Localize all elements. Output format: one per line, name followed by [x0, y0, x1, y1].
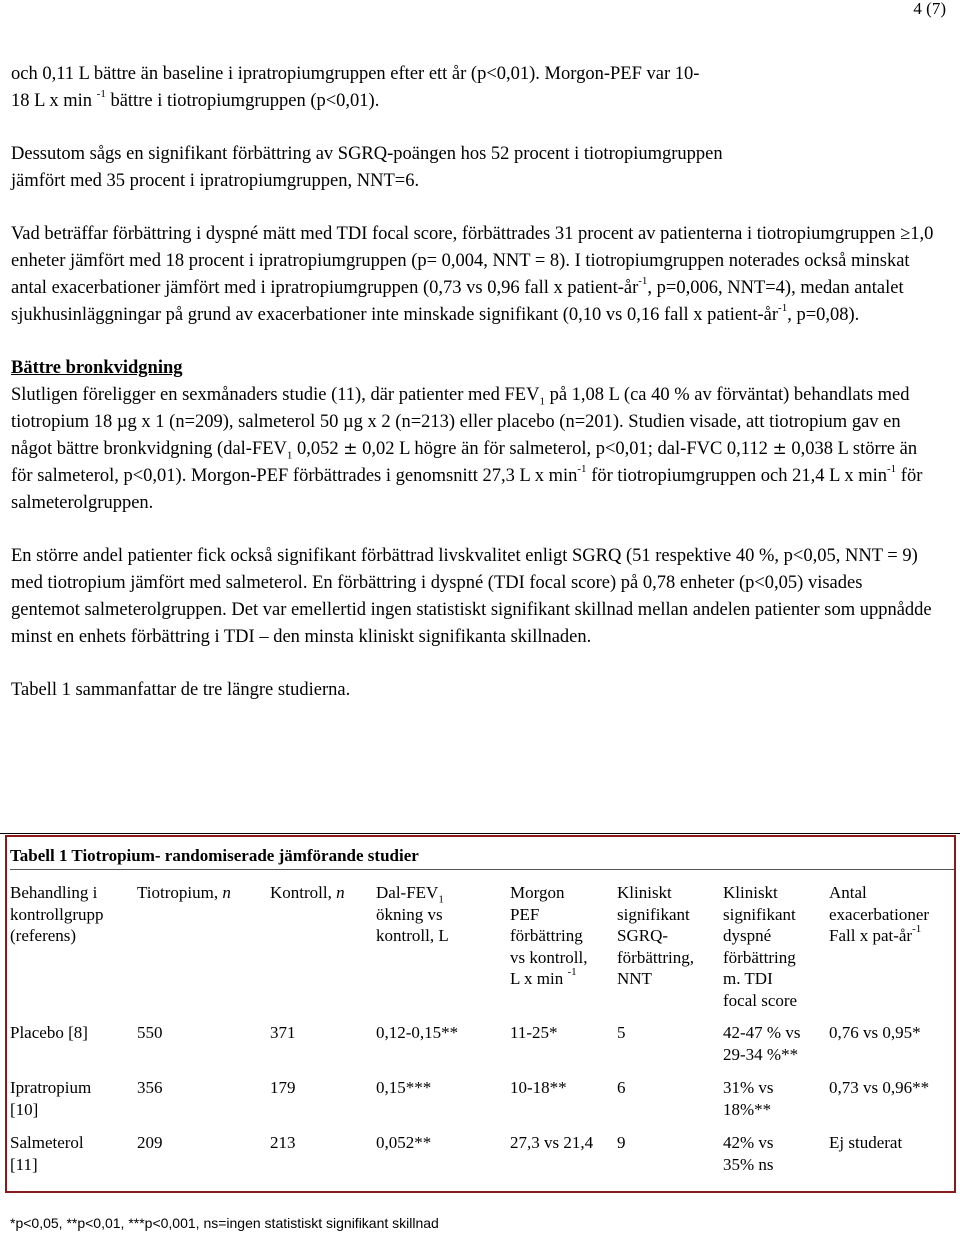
summary-table [10, 882, 950, 1187]
table-footnote: *p<0,05, **p<0,01, ***p<0,001, ns=ingen statistiskt signifikant skillnad [10, 1215, 439, 1231]
header-control-n: Kontroll, n [270, 883, 345, 902]
body-text [11, 61, 946, 730]
paragraph-1: och 0,11 L bättre än baseline i ipratropiumgruppen efter ett år (p<0,01). Morgon-PEF var 10- 18 L x min $^{-1}$ bättre i tiotropiumgruppen (p<0,01). [11, 64, 700, 111]
section-body: Slutligen föreligger en sexmånaders studie (11), där patienter med $FEV_1$ på 1,08 L (ca 40 % av förväntat) behandlats med tiotropium 18 µg x 1 (n=209), salmeterol 50 µg x 2 (n=213) eller placebo (n=201). Studien visade, att tiotropium gav en något bättre bronkvidgning ($dal-FEV_1$ 0,052 ± 0,02 L högre än för salmeterol, p<0,01; dal-FVC 0,112 ± 0,038 L större än för salmeterol, p<0,01). Morgon-PEF förbättrades i genomsnitt 27,3 L x $\min^{-1}$ för tiotropiumgruppen och 21,4 L x $\min^{-1}$ för salmeterolgruppen. [11, 385, 923, 513]
header-treatment: Behandling i kontrollgrupp (referens) [10, 883, 104, 945]
paragraph-6: Tabell 1 sammanfattar de tre längre studierna. [11, 680, 351, 700]
header-dyspnea: Kliniskt signifikant dyspné förbättring m. TDI focal score [723, 883, 798, 1010]
paragraph-3: Vad beträffar förbättring i dyspné mätt med TDI focal score, förbättrades 31 procent av patienterna i tiotropiumgruppen ≥1,0 enheter jämfört med 18 procent i ipratropiumgruppen (p= 0,004, NNT = 8). I tiotropiumgruppen noterades också minskat antal exacerbationer jämfört med i ipratropiumgruppen (0,73 vs 0,96 fall x patient-$år^{-1}$, p=0,006, NNT=4), medan antalet sjukhusinläggningar på grund av exacerbationer inte minskade signifikant (0,10 vs 0,16 fall x patient-$år^{-1}$, p=0,08). [11, 224, 934, 325]
table-row: Salmeterol [11] 209 213 0,052** 27,3 vs 21,4 9 42% vs 35% ns Ej studerat [10, 1133, 903, 1174]
page-number: 4 (7) [913, 0, 946, 18]
paragraph-5: En större andel patienter fick också signifikant förbättrad livskvalitet enligt SGRQ (51 respektive 40 %, p<0,05, NNT = 9) med tiotropium jämfört med salmeterol. En förbättring i dyspné (TDI focal score) på 0,78 enheter (p<0,05) visades gentemot salmeterolgruppen. Det var emellertid ingen statistiskt signifikant skillnad mellan andelen patienter som uppnådde minst en enhets förbättring i TDI – den minsta kliniskt signifikanta skillnaden. [11, 546, 932, 647]
section-heading: Bättre bronkvidgning [11, 358, 183, 378]
table-header-row [10, 882, 950, 1022]
table-row: Ipratropium [10] 356 179 0,15*** 10-18** 6 31% vs 18%** 0,73 vs 0,96** [10, 1078, 930, 1119]
header-tiotropium-n: Tiotropium, n [137, 883, 231, 902]
paragraph-2: Dessutom sågs en signifikant förbättring av SGRQ-poängen hos 52 procent i tiotropiumgruppen jämfört med 35 procent i ipratropiumgruppen, NNT=6. [11, 144, 723, 191]
header-exacerbations: Antal exacerbationer Fall x pat-$år^{-1}$ [829, 883, 930, 945]
header-sgrq: Kliniskt signifikant SGRQ- förbättring, NNT [617, 883, 694, 988]
header-morning-pef: Morgon PEF förbättring vs kontroll, L x min $^{-1}$ [510, 883, 588, 988]
header-dal-fev1: Dal-$FEV_1$ ökning vs kontroll, L [376, 883, 449, 945]
table-top-rule [0, 833, 960, 834]
table-title: Tabell 1 Tiotropium- randomiserade jämförande studier [10, 845, 954, 870]
section-bronkvidgning [11, 355, 946, 517]
table-row: Placebo [8] 550 371 0,12-0,15** 11-25* 5 42-47 % vs 29-34 %** 0,76 vs 0,95* [10, 1023, 921, 1064]
